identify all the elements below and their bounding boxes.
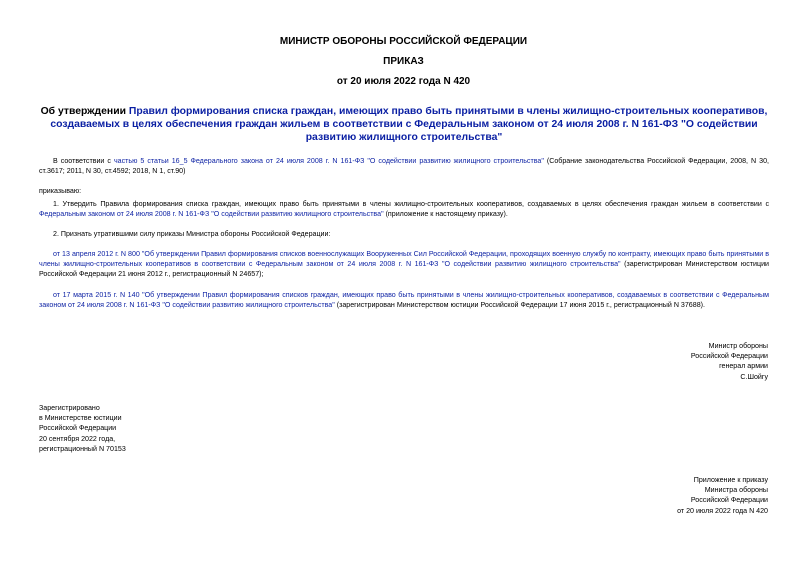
registration-line-3: Российской Федерации [39,424,117,433]
signature-line-2: Российской Федерации [690,352,768,361]
signature-block [691,341,768,382]
appendix-line-4: от 20 июля 2022 года N 420 [677,506,768,515]
signature-line-3: генерал армии [719,362,768,371]
repealed-order-1-link[interactable]: от 13 апреля 2012 г. N 800 "Об утверждении Правил формирования списков военнослужащих Вооруженных Сил Российской Федерации, проходящих военную службу по контракту, имеющих право быть принятыми в члены жилищно-строительных кооперативов в соответствии с Федеральным законом от 24 июля 2008 г. N 161-ФЗ "О содействии развитию жилищного строительства" [39,250,769,269]
registration-block [39,403,126,454]
appendix-line-3: Российской Федерации [690,496,768,505]
item-1-law-link[interactable]: Федеральным законом от 24 июля 2008 г. N 161-ФЗ "О содействии развитию жилищного строительства" [39,210,384,219]
item-2-paragraph: 2. Признать утратившими силу приказы Министра обороны Российской Федерации: [53,230,331,238]
signature-line-4: С.Шойгу [740,372,768,381]
registration-line-2: в Министерстве юстиции [39,414,122,423]
document-date: от 20 июля 2022 года N 420 [336,76,471,87]
title-link[interactable]: Правил формирования списка граждан, имеющих право быть принятыми в члены жилищно-строительных кооперативов, создаваемых в целях обеспечения граждан жильем в соответствии с Федеральным законом от 24 июля 2008 г. N 161-ФЗ "О содействии развитию жилищного строительства" [50,106,768,143]
registration-line-1: Зарегистрировано [39,404,100,412]
registration-line-4: 20 сентября 2022 года, [39,434,116,443]
preamble-tail: (Собрание законодательства Российской Федерации, 2008, N 30, ст.3617; 2011, N 30, ст.4592; 2018, N 1, ст.90) [39,157,770,176]
issuing-authority: МИНИСТР ОБОРОНЫ РОССИЙСКОЙ ФЕДЕРАЦИИ [279,36,528,47]
appendix-line-1: Приложение к приказу [693,476,768,484]
preamble-law-link[interactable]: частью 5 статьи 16_5 Федерального закона от 24 июля 2008 г. N 161-ФЗ "О содействии развитию жилищного строительства" [113,157,544,165]
appendix-line-2: Министра обороны [704,486,768,495]
document-title [34,105,774,144]
repealed-order-1-tail: (зарегистрирован Министерством юстиции Российской Федерации 21 июня 2012 г., регистрационный N 24657); [39,260,769,279]
item-1-tail: (приложение к настоящему приказу). [383,210,508,219]
registration-line-5: регистрационный N 70153 [39,444,126,453]
preamble-paragraph [39,156,769,176]
repealed-order-2 [39,290,769,310]
preamble-lead: В соответствии с [53,157,114,165]
repealed-order-2-link[interactable]: от 17 марта 2015 г. N 140 "Об утверждении Правил формирования списков граждан, имеющих право быть принятыми в члены жилищно-строительных кооперативов, создаваемых в соответствии с Федеральным законом от 24 июля 2008 г. N 161-ФЗ "О содействии развитию жилищного строительства" [39,291,769,310]
repealed-order-2-tail: (зарегистрирован Министерством юстиции Российской Федерации 17 июня 2015 г., регистрационный N 37688). [334,301,705,310]
item-1-paragraph [39,199,769,219]
repealed-order-1 [39,249,769,280]
appendix-block [677,475,768,516]
item-1-lead: 1. Утвердить Правила формирования списка граждан, имеющих право быть принятыми в члены жилищно-строительных кооперативов, создаваемых в целях обеспечения граждан жильем в соответствии с [53,200,769,208]
document-type: ПРИКАЗ [383,56,424,67]
order-word: приказываю: [39,187,82,195]
title-prefix: Об утверждении [40,106,129,117]
signature-line-1: Министр обороны [708,342,768,350]
